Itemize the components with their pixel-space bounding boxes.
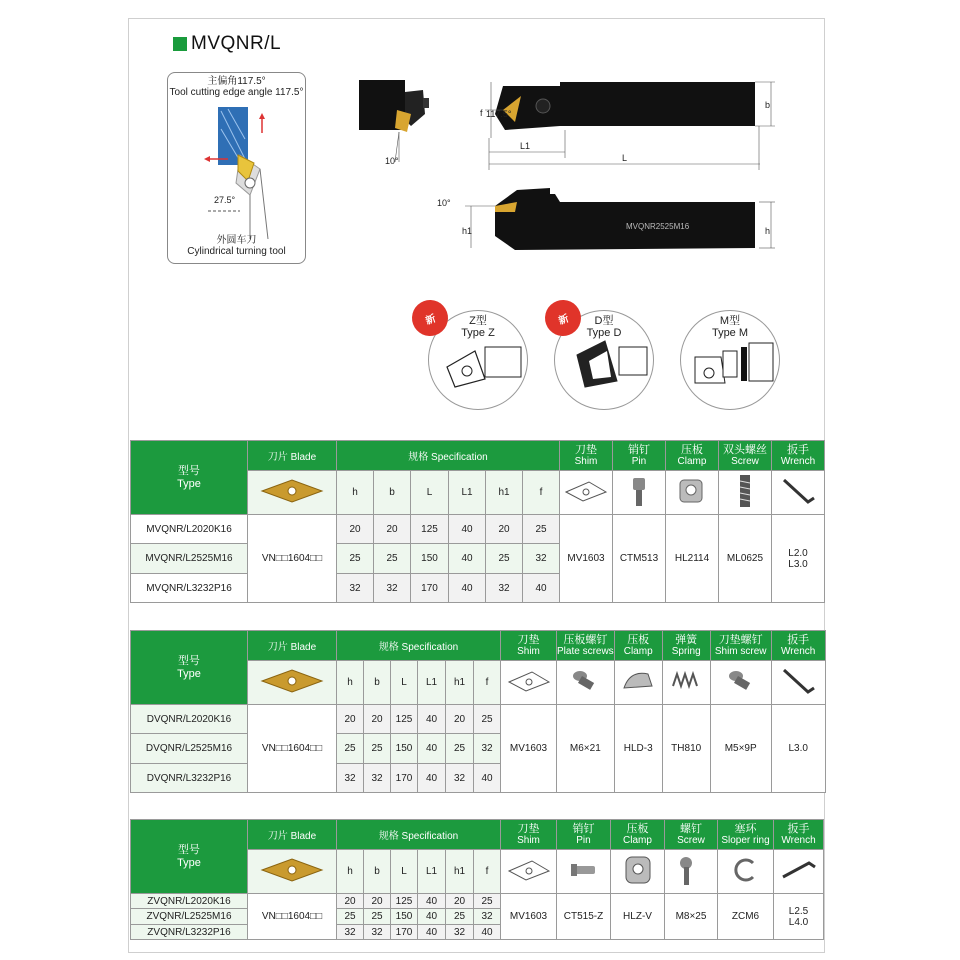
screw-icon-cell [719,471,772,515]
shim-value: MV1603 [501,894,557,940]
val-cell: 150 [391,909,418,925]
type-header [131,631,248,705]
wrench-value [774,894,824,940]
part-cn: 扳手 [787,444,809,456]
type-header [131,820,248,894]
val-cell: 25 [364,734,391,764]
type-m-drawing [681,311,779,409]
table-row [131,894,824,909]
turning-diagram [168,99,305,239]
spec-header [337,820,501,850]
part-cn: 刀垫螺钉 [718,634,763,646]
wrench-size: L3.0 [788,743,808,754]
part-en: Wrench [780,456,816,467]
val-cell: 25 [474,705,501,734]
val-cell: 25 [337,734,364,764]
model-cell: MVQNR/L2020K16 [131,515,248,544]
part-cn: 销钉 [628,444,650,456]
shank-text: MVQNR2525M16 [626,222,690,231]
val-cell: 40 [418,909,446,925]
type-en: Type [177,856,201,869]
part-cn: 销钉 [572,823,595,835]
insert-icon [259,476,325,506]
part-en: Spring [671,646,701,657]
col-f: f [474,661,501,705]
pin-icon [567,858,601,882]
spring-value: TH810 [662,705,710,793]
col-h: h [337,661,364,705]
model-cell: DVQNR/L2020K16 [131,705,248,734]
dim-L1: L1 [520,141,531,151]
dim-h1: h1 [462,226,473,236]
val-cell: 32 [446,925,474,940]
part-en: Shim screw [714,646,767,657]
col-L1: L1 [418,850,446,894]
blade-cn: 刀片 [267,831,288,842]
val-cell: 40 [418,734,446,764]
wrench-value [771,705,825,793]
val-cell: 40 [523,574,560,603]
shim-icon-cell [501,661,557,705]
pin-icon-cell [613,471,666,515]
col-b: b [374,471,411,515]
val-cell: 40 [418,925,446,940]
title-text: MVQNR/L [191,33,282,54]
val-cell: 40 [449,544,486,574]
part-cn: 压板 [627,634,650,646]
screw-icon [730,473,760,509]
clamp-value: HLZ-V [611,894,665,940]
wrench-icon [779,855,819,885]
spec-en: Specification [401,831,459,842]
angle-box [167,72,306,264]
blade-en: Blade [290,642,317,653]
val-cell: 40 [449,515,486,544]
part-wrench-header [772,441,825,471]
part-cn: 扳手 [787,823,810,835]
spec-cn: 规格 [378,642,399,653]
blade-en: Blade [290,452,317,463]
table-dvqnr [130,630,826,793]
insert-icon [259,666,325,696]
dim-L: L [622,153,628,163]
type-m-circle [680,310,780,410]
part-en: Shim [517,646,540,657]
col-L: L [411,471,449,515]
dim-f: f [480,108,483,118]
val-cell: 40 [418,894,446,909]
val-cell: 20 [337,894,364,909]
col-h: h [337,471,374,515]
part-shim-screw-header [710,631,771,661]
col-b: b [364,850,391,894]
part-en: Shim [574,456,598,467]
part-en: Sloper ring [721,835,770,846]
blade-cn: 刀片 [267,452,288,463]
blade-code: VN□□1604□□ [248,894,337,940]
model-cell: ZVQNR/L2525M16 [131,909,248,925]
blade-header [248,631,337,661]
screw-value: ML0625 [719,515,772,603]
model-cell: MVQNR/L3232P16 [131,574,248,603]
part-cn: 螺钉 [680,823,702,835]
val-cell: 32 [374,574,411,603]
spec-cn: 规格 [378,831,399,842]
part-cn: 刀垫 [517,823,540,835]
val-cell: 25 [374,544,411,574]
wrench-size: L2.5 [788,905,809,917]
val-cell: 25 [337,909,364,925]
val-cell: 32 [474,734,501,764]
shim-value: MV1603 [560,515,613,603]
table-row [131,705,826,734]
val-cell: 150 [391,734,418,764]
val-cell: 170 [411,574,449,603]
shim-icon [506,857,552,883]
model-cell: DVQNR/L2525M16 [131,734,248,764]
val-cell: 32 [337,764,364,793]
pin-value: CT515-Z [557,894,611,940]
val-cell: 125 [391,894,418,909]
clamp-icon [618,666,658,696]
table-mvqnr [130,440,825,603]
type-en: Type [177,477,201,490]
wrench-icon-cell [774,850,824,894]
val-cell: 32 [364,764,391,793]
shim-screw-icon-cell [710,661,771,705]
type-header [131,441,248,515]
spec-en: Specification [401,642,459,653]
val-cell: 32 [523,544,560,574]
col-f: f [523,471,560,515]
shim-icon-cell [501,850,557,894]
wrench-icon-cell [771,661,825,705]
col-h1: h1 [446,661,474,705]
model-cell: DVQNR/L3232P16 [131,764,248,793]
screw-icon [674,853,708,887]
blade-header [248,820,337,850]
ring-value: ZCM6 [718,894,774,940]
part-en: Pin [631,456,647,467]
shim-icon-cell [560,471,613,515]
angle-small-label: 10° [385,156,399,166]
part-clamp-header [666,441,719,471]
dim-b: b [765,100,771,110]
angle-label: 27.5° [214,195,236,205]
table-row [131,515,825,544]
col-h: h [337,850,364,894]
wrench-value [772,515,825,603]
wrench-icon [778,474,818,508]
part-spring-header [662,631,710,661]
shim-icon [563,478,609,504]
val-cell: 40 [449,574,486,603]
part-shim-header [501,820,557,850]
insert-icon [259,855,325,885]
part-clamp-header [614,631,662,661]
clamp-icon-cell [666,471,719,515]
val-cell: 32 [337,574,374,603]
type-m-en: Type M [711,327,749,339]
part-plate-screw-header [557,631,615,661]
part-cn: 弹簧 [675,634,698,646]
page-title [173,33,281,55]
type-z-en: Type Z [461,327,495,339]
part-pin-header [557,820,611,850]
angle-title-en: Tool cutting edge angle 117.5° [169,87,304,98]
part-en: Wrench [781,646,816,657]
val-cell: 32 [337,925,364,940]
val-cell: 20 [337,515,374,544]
blade-code: VN□□1604□□ [248,705,337,793]
part-en: Wrench [781,835,816,846]
wrench-size: L2.0 [788,547,808,559]
part-en: Clamp [623,646,653,657]
spec-en: Specification [431,452,488,463]
val-cell: 32 [364,925,391,940]
clamp-value: HL2114 [666,515,719,603]
col-b: b [364,661,391,705]
plate-screw-value: M6×21 [557,705,615,793]
clamp-icon [618,853,658,887]
clamp-icon-cell [614,661,662,705]
part-cn: 扳手 [787,634,810,646]
part-shim-header [560,441,613,471]
clamp-icon [674,474,710,508]
angle-bottom-cn: 外圆车刀 [216,235,257,246]
blade-image [248,471,337,515]
model-cell: MVQNR/L2525M16 [131,544,248,574]
ring-icon-cell [718,850,774,894]
clamp-value: HLD-3 [614,705,662,793]
val-cell: 170 [391,925,418,940]
part-en: Shim [517,835,540,846]
val-cell: 25 [364,909,391,925]
table-zvqnr [130,819,824,940]
spec-header [337,631,501,661]
val-cell: 150 [411,544,449,574]
type-d-cn: D型 [594,315,614,327]
angle-top-label: 117.5° [486,109,512,119]
val-cell: 32 [486,574,523,603]
tool-drawing [355,70,795,280]
val-cell: 20 [374,515,411,544]
shim-icon [506,668,552,694]
val-cell: 170 [391,764,418,793]
dim-h: h [765,226,771,236]
type-d-en: Type D [586,327,622,339]
clamp-icon-cell [611,850,665,894]
part-en: Plate screws [557,646,614,657]
type-m-cn: M型 [719,315,741,327]
val-cell: 40 [474,925,501,940]
plate-screw-icon [568,666,602,696]
part-cn: 塞环 [734,823,757,835]
val-cell: 20 [446,894,474,909]
part-wrench-header [771,631,825,661]
pin-value: CTM513 [613,515,666,603]
part-clamp-header [611,820,665,850]
val-cell: 40 [418,705,446,734]
wrench-icon-cell [772,471,825,515]
part-ring-header [718,820,774,850]
part-screw-header [719,441,772,471]
val-cell: 25 [337,544,374,574]
val-cell: 125 [391,705,418,734]
part-cn: 压板 [681,444,703,456]
val-cell: 20 [486,515,523,544]
new-badge-d: 新 [540,295,586,341]
blade-image [248,661,337,705]
type-en: Type [177,667,201,680]
part-cn: 刀垫 [517,634,540,646]
part-en: Screw [731,456,759,467]
blade-cn: 刀片 [267,642,288,653]
val-cell: 40 [418,764,446,793]
angle-side-label: 10° [437,198,451,208]
col-f: f [474,850,501,894]
val-cell: 25 [486,544,523,574]
model-cell: ZVQNR/L2020K16 [131,894,248,909]
type-cn: 型号 [178,654,200,667]
part-en: Clamp [623,835,652,846]
sloper-ring-icon [729,855,763,885]
part-en: Screw [677,835,705,846]
screw-icon-cell [665,850,718,894]
part-cn: 压板螺钉 [563,634,608,646]
col-h1: h1 [446,850,474,894]
val-cell: 125 [411,515,449,544]
blade-image [248,850,337,894]
type-z-cn: Z型 [469,315,487,327]
spring-icon-cell [662,661,710,705]
shim-screw-value: M5×9P [710,705,771,793]
part-cn: 双头螺丝 [723,444,767,456]
val-cell: 20 [364,894,391,909]
spec-cn: 规格 [408,452,429,463]
part-screw-header [665,820,718,850]
col-L: L [391,850,418,894]
wrench-icon [778,664,818,698]
new-badge-z: 新 [407,295,453,341]
val-cell: 32 [474,909,501,925]
pin-icon [624,474,654,508]
val-cell: 20 [337,705,364,734]
val-cell: 25 [446,909,474,925]
angle-title-cn: 主偏角117.5° [207,76,266,87]
wrench-size: L3.0 [788,558,808,570]
angle-bottom [168,235,305,257]
part-wrench-header [774,820,824,850]
part-cn: 刀垫 [575,444,597,456]
shim-screw-icon [724,666,758,696]
part-shim-header [501,631,557,661]
shim-value: MV1603 [501,705,557,793]
wrench-size: L4.0 [788,916,809,928]
val-cell: 25 [446,734,474,764]
type-cn: 型号 [178,464,200,477]
part-cn: 压板 [626,823,649,835]
val-cell: 20 [446,705,474,734]
col-L1: L1 [449,471,486,515]
screw-value: M8×25 [665,894,718,940]
blade-code: VN□□1604□□ [248,515,337,603]
val-cell: 25 [474,894,501,909]
col-L1: L1 [418,661,446,705]
col-L: L [391,661,418,705]
plate-screw-icon-cell [557,661,615,705]
part-pin-header [613,441,666,471]
blade-en: Blade [290,831,317,842]
val-cell: 25 [523,515,560,544]
model-cell: ZVQNR/L3232P16 [131,925,248,940]
val-cell: 40 [474,764,501,793]
part-en: Pin [576,835,591,846]
spring-icon [669,668,703,694]
blade-header [248,441,337,471]
part-en: Clamp [677,456,707,467]
val-cell: 32 [446,764,474,793]
angle-bottom-en: Cylindrical turning tool [187,246,286,257]
val-cell: 20 [364,705,391,734]
col-h1: h1 [486,471,523,515]
pin-icon-cell [557,850,611,894]
green-square-icon [173,37,187,51]
type-cn: 型号 [178,843,200,856]
spec-header [337,441,560,471]
